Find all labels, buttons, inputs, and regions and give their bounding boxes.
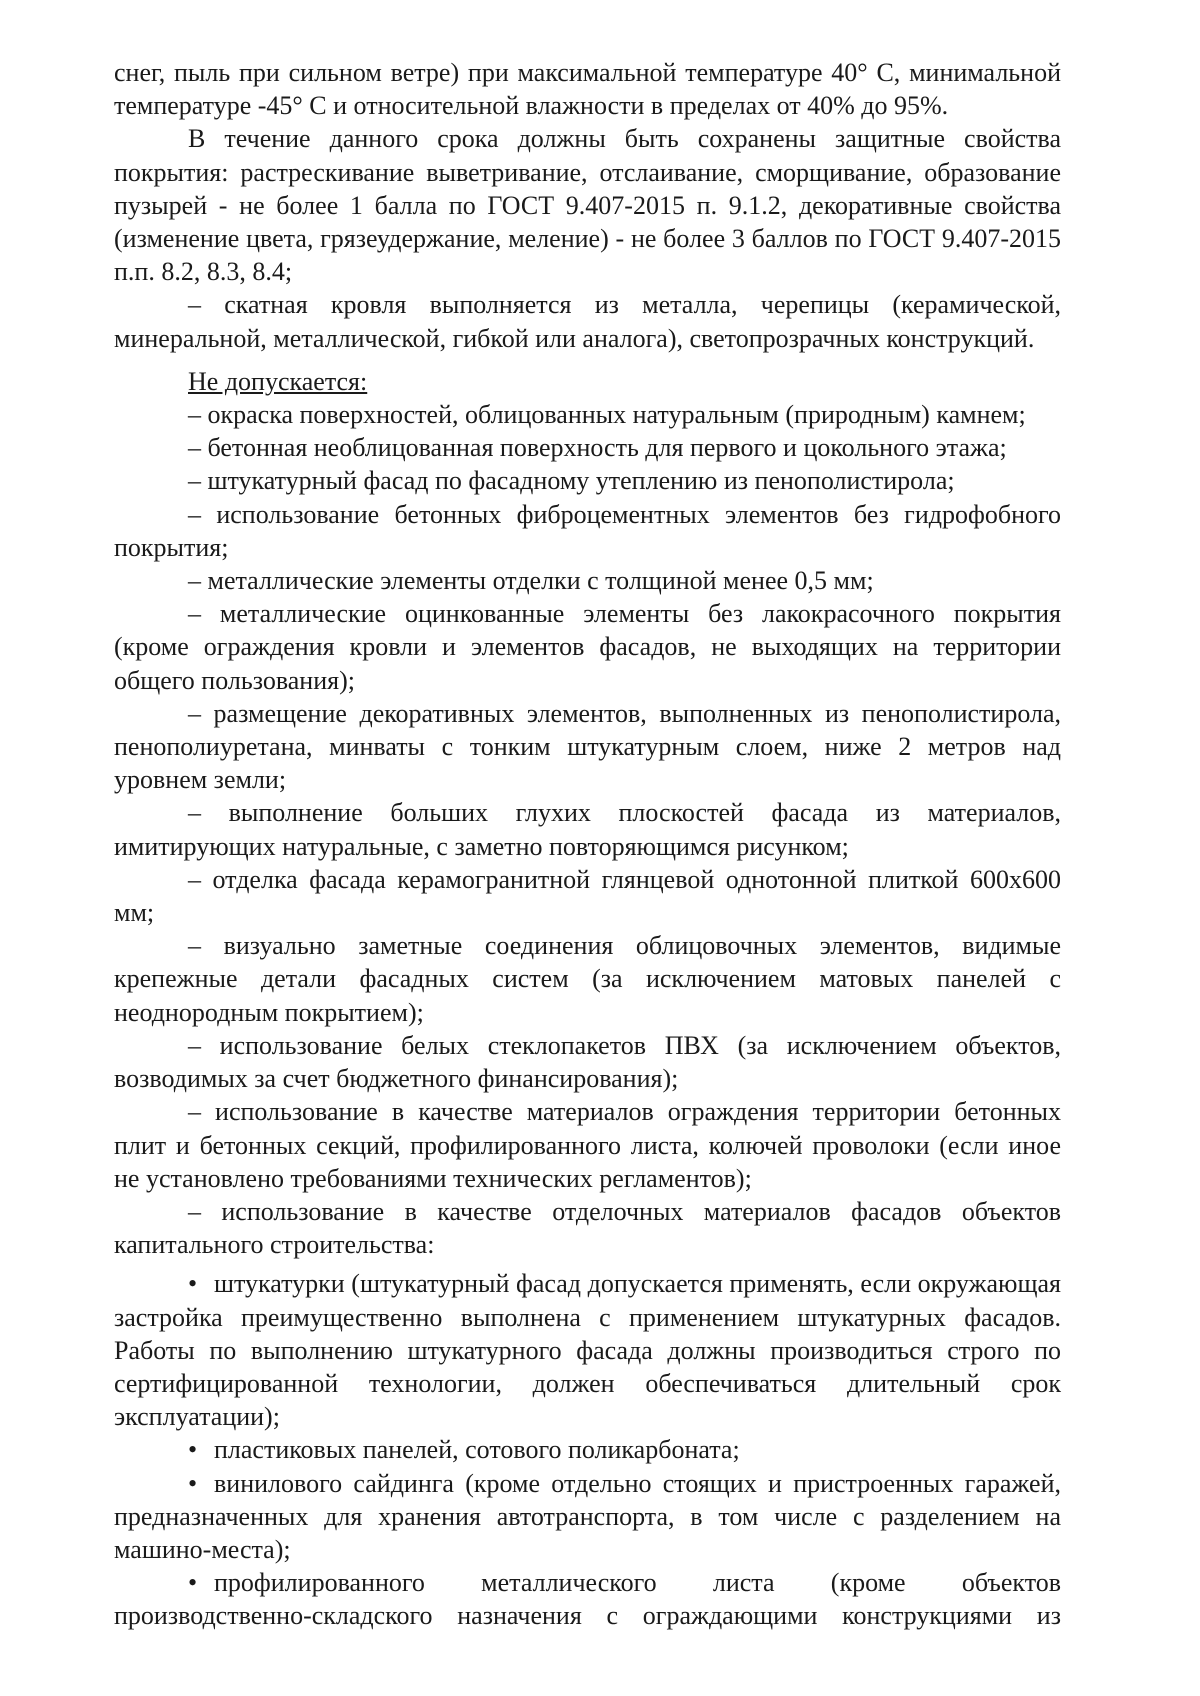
bullet-icon: • [188, 1468, 198, 1498]
paragraph-continuation: снег, пыль при сильном ветре) при максимальной температуре 40° С, минимальной температуре -45° С и относительной влажности в пределах от 40% до 95%. [114, 58, 1061, 121]
not-allowed-heading [114, 365, 1061, 398]
bullet-text: пластиковых панелей, сотового поликарбоната; [214, 1435, 740, 1465]
list-item-painting-stone: – окраска поверхностей, облицованных натуральным (природным) камнем; [188, 400, 1026, 430]
bullet-text: профилированного металлического листа (кроме объектов производственно-складского назначения с ограждающими конструкциями из [114, 1568, 1061, 1631]
list-item-plaster-facade: – штукатурный фасад по фасадному утеплению из пенополистирола; [188, 466, 955, 496]
document-body [114, 56, 1061, 1633]
not-allowed-heading-text: Не допускается: [188, 366, 368, 396]
bullet-icon: • [188, 1269, 198, 1299]
paragraph-pitched-roof: – скатная кровля выполняется из металла, черепицы (керамической, минеральной, металлической, гибкой или аналога), светопрозрачных конструкций. [114, 290, 1061, 353]
list-item-pvc-windows: – использование белых стеклопакетов ПВХ (за исключением объектов, возводимых за счет бюджетного финансирования); [114, 1030, 1061, 1094]
list-item-galvanized: – металлические оцинкованные элементы без лакокрасочного покрытия (кроме ограждения кровли и элементов фасадов, не выходящих на территории общего пользования); [114, 599, 1061, 695]
list-item-finishing-materials: – использование в качестве отделочных материалов фасадов объектов капитального строительства: [114, 1196, 1061, 1260]
bullet-icon: • [188, 1435, 198, 1465]
list-item-concrete-surface: – бетонная необлицованная поверхность для первого и цокольного этажа; [188, 433, 1007, 463]
list-item-blind-planes: – выполнение больших глухих плоскостей фасада из материалов, имитирующих натуральные, с заметно повторяющимся рисунком; [114, 798, 1061, 861]
bullet-item-vinyl-siding [114, 1467, 1061, 1567]
list-item-fibercement: – использование бетонных фиброцементных элементов без гидрофобного покрытия; [114, 499, 1061, 562]
list-item-metal-thickness: – металлические элементы отделки с толщиной менее 0,5 мм; [188, 566, 874, 596]
list-item-decorative-elements: – размещение декоративных элементов, выполненных из пенополистирола, пенополиуретана, минваты с тонким штукатурным слоем, ниже 2 метров над уровнем земли; [114, 698, 1061, 795]
paragraph-coating-requirements: В течение данного срока должны быть сохранены защитные свойства покрытия: растрескивание выветривание, отслаивание, сморщивание, образование пузырей - не более 1 балла по ГОСТ 9.407-2015 п. 9.1.2, декоративные свойства (изменение цвета, грязеудержание, меление) - не более 3 баллов по ГОСТ 9.407-2015 п.п. 8.2, 8.3, 8.4; [114, 124, 1061, 287]
bullet-text: винилового сайдинга (кроме отдельно стоящих и пристроенных гаражей, предназначенных для хранения автотранспорта, в том числе с разделением на машино-места); [114, 1468, 1061, 1564]
bullet-item-plaster [114, 1267, 1061, 1433]
bullet-text: штукатурки (штукатурный фасад допускается применять, если окружающая застройка преимущественно выполнена с применением штукатурных фасадов. Работы по выполнению штукатурного фасада должны производиться строго по сертифицированной технологии, должен обеспечиваться длительный срок эксплуатации); [114, 1269, 1061, 1432]
bullet-item-profiled-sheet [114, 1566, 1061, 1632]
list-item-fencing-materials: – использование в качестве материалов ограждения территории бетонных плит и бетонных секций, профилированного листа, колючей проволоки (если иное не установлено требованиями технических регламентов); [114, 1097, 1061, 1193]
list-item-porcelain-tile: – отделка фасада керамогранитной глянцевой однотонной плиткой 600х600 мм; [114, 864, 1061, 928]
list-item-visible-joints: – визуально заметные соединения облицовочных элементов, видимые крепежные детали фасадных систем (за исключением матовых панелей с неоднородным покрытием); [114, 931, 1061, 1027]
bullet-icon: • [188, 1568, 198, 1598]
bullet-item-plastic-panels [114, 1433, 1061, 1466]
